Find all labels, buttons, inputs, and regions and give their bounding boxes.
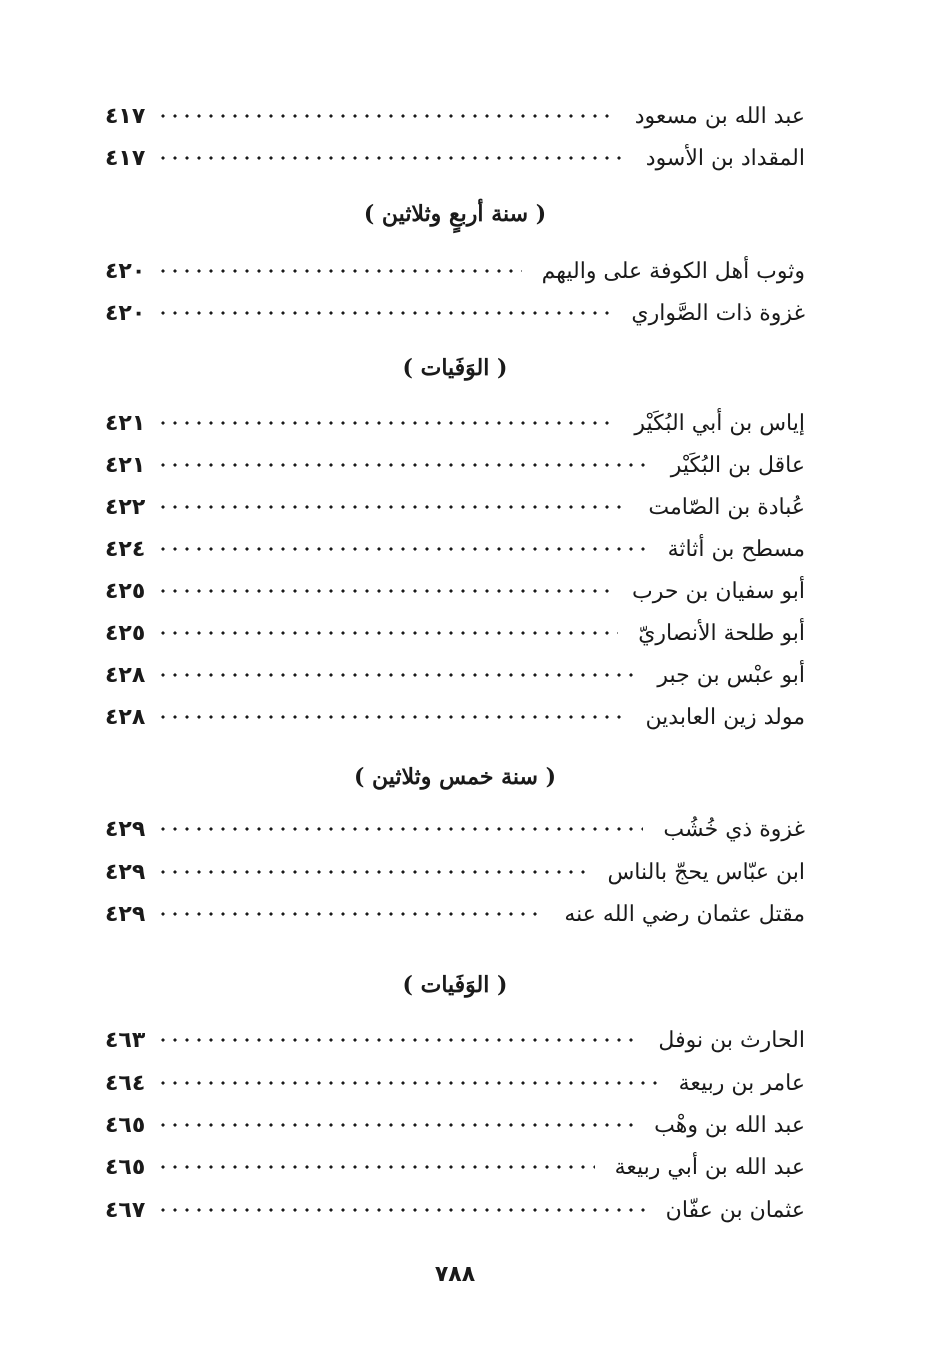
entry-title: مقتل عثمان رضي الله عنه	[564, 901, 805, 927]
toc-entry	[105, 251, 805, 291]
dot-leader	[157, 454, 651, 476]
entry-page-number: ٤٢١	[105, 452, 146, 478]
toc-entry	[105, 852, 805, 892]
dot-leader	[157, 1156, 595, 1178]
entry-page-number: ٤٢٥	[105, 578, 146, 604]
entry-title: مسطح بن أثاثة	[667, 536, 805, 562]
dot-leader	[157, 1199, 646, 1221]
entry-title: أبو طلحة الأنصاريّ	[638, 620, 805, 646]
section-heading: ( سنة خمس وثلاثين )	[353, 764, 557, 790]
entry-page-number: ٤٢١	[105, 410, 146, 436]
entry-title: غزوة ذي خُشُب	[663, 816, 805, 842]
entry-title: أبو سفيان بن حرب	[632, 578, 805, 604]
section-heading: ( الوَفَيات )	[402, 355, 508, 381]
dot-leader	[157, 260, 522, 282]
entry-title: وثوب أهل الكوفة على واليهم	[541, 258, 805, 284]
dot-leader	[157, 861, 587, 883]
entry-title: عبد الله بن أبي ربيعة	[614, 1154, 805, 1180]
entry-page-number: ٤٢٢	[105, 494, 146, 520]
toc-entry	[105, 1190, 805, 1230]
dot-leader	[157, 580, 612, 602]
toc-entry	[105, 809, 805, 849]
toc-entry	[105, 894, 805, 934]
toc-entry	[105, 1063, 805, 1103]
entry-title: المقداد بن الأسود	[645, 145, 805, 171]
entry-title: عامر بن ربيعة	[678, 1070, 805, 1096]
dot-leader	[157, 706, 625, 728]
page-number-footer: ٧٨٨	[434, 1262, 476, 1287]
entry-page-number: ٤٢٤	[105, 536, 146, 562]
entry-page-number: ٤٦٧	[105, 1197, 146, 1223]
entry-title: إياس بن أبي البُكَيْر	[634, 410, 805, 436]
toc-entry	[105, 445, 805, 485]
dot-leader	[157, 412, 614, 434]
toc-entry	[105, 96, 805, 136]
entry-page-number: ٤٢٠	[105, 300, 146, 326]
entry-title: عبد الله بن وهْب	[654, 1112, 805, 1138]
dot-leader	[157, 622, 618, 644]
entry-title: غزوة ذات الصَّواري	[631, 300, 805, 326]
toc-entry	[105, 1147, 805, 1187]
entry-page-number: ٤١٧	[105, 145, 146, 171]
toc-entry	[105, 1020, 805, 1060]
toc-entry	[105, 571, 805, 611]
entry-page-number: ٤٢٩	[105, 859, 146, 885]
entry-title: ابن عبّاس يحجّ بالناس	[607, 859, 805, 885]
entry-title: عُبادة بن الصّامت	[648, 494, 805, 520]
entry-title: عاقل بن البُكَيْر	[670, 452, 805, 478]
dot-leader	[157, 664, 637, 686]
entry-page-number: ٤٦٥	[105, 1112, 146, 1138]
dot-leader	[157, 1029, 638, 1051]
entry-title: الحارث بن نوفل	[658, 1027, 805, 1053]
entry-page-number: ٤٦٤	[105, 1070, 146, 1096]
entry-page-number: ٤٢٨	[105, 662, 146, 688]
entry-page-number: ٤٢٠	[105, 258, 146, 284]
entry-page-number: ٤٦٥	[105, 1154, 146, 1180]
entry-title: أبو عبْس بن جبر	[657, 662, 805, 688]
dot-leader	[157, 1072, 659, 1094]
entry-page-number: ٤٢٩	[105, 901, 146, 927]
entry-page-number: ٤٢٨	[105, 704, 146, 730]
section-heading: ( الوَفَيات )	[402, 972, 508, 998]
dot-leader	[157, 496, 628, 518]
dot-leader	[157, 818, 643, 840]
entry-page-number: ٤١٧	[105, 103, 146, 129]
dot-leader	[157, 903, 544, 925]
dot-leader	[157, 105, 615, 127]
entry-page-number: ٤٢٩	[105, 816, 146, 842]
toc-entry	[105, 403, 805, 443]
entry-title: عثمان بن عفّان	[665, 1197, 805, 1223]
section-heading: ( سنة أربعٍ وثلاثين )	[363, 201, 547, 227]
entry-title: مولد زين العابدين	[645, 704, 805, 730]
dot-leader	[157, 1114, 634, 1136]
dot-leader	[157, 147, 626, 169]
entry-page-number: ٤٢٥	[105, 620, 146, 646]
toc-page	[105, 0, 805, 1365]
toc-entry	[105, 138, 805, 178]
toc-entry	[105, 613, 805, 653]
toc-entry	[105, 1105, 805, 1145]
toc-entry	[105, 529, 805, 569]
toc-entry	[105, 487, 805, 527]
toc-entry	[105, 655, 805, 695]
toc-entry	[105, 293, 805, 333]
entry-title: عبد الله بن مسعود	[634, 103, 805, 129]
dot-leader	[157, 302, 611, 324]
entry-page-number: ٤٦٣	[105, 1027, 146, 1053]
dot-leader	[157, 538, 648, 560]
toc-entry	[105, 697, 805, 737]
